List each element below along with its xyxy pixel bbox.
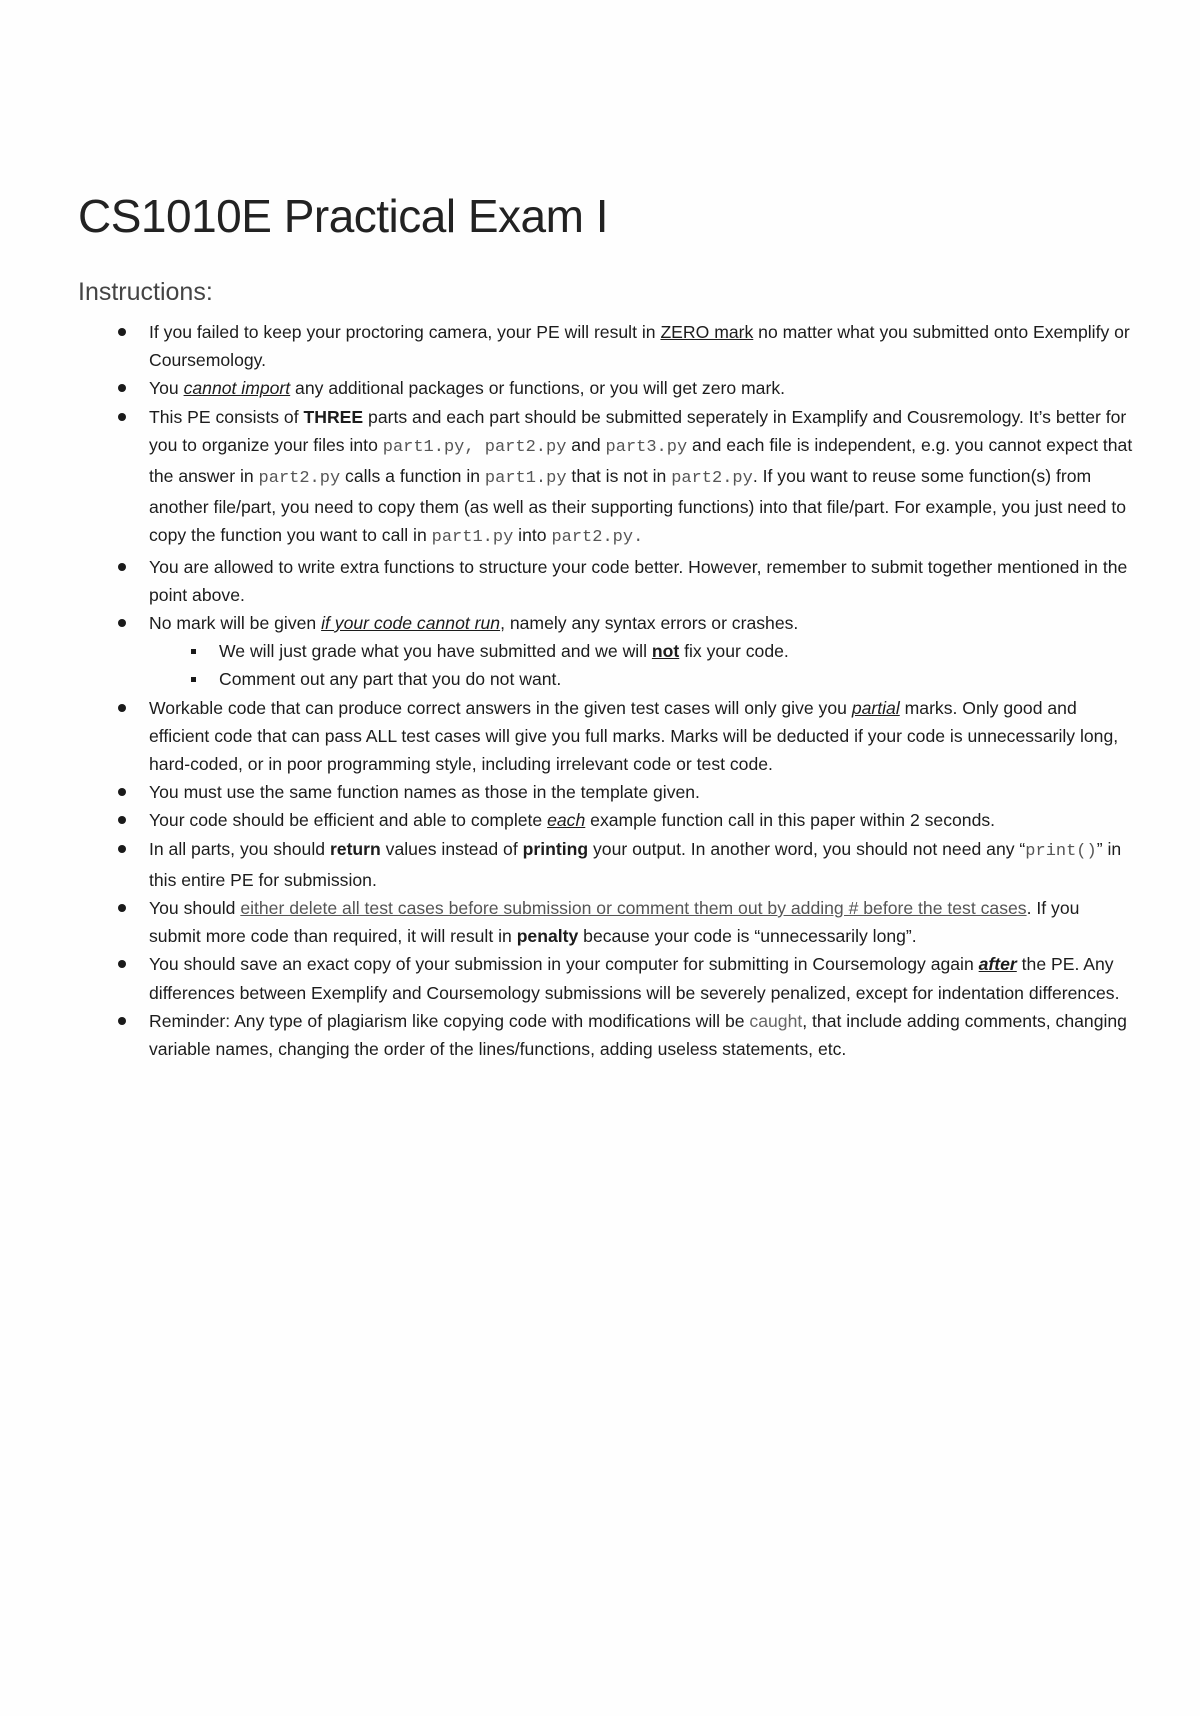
code-filename: part2.py (551, 528, 634, 548)
instruction-text: , that include adding comments, changing variable names, changing the order of the lines/functions, adding useless statements, etc. (149, 1010, 1127, 1060)
instruction-parts (118, 403, 1136, 553)
instruction-text: ” in this entire PE for submission. (149, 838, 1122, 890)
instruction-text: You (149, 378, 184, 399)
code-filename: part2.py (258, 469, 341, 489)
code-filename: part1.py (382, 437, 465, 457)
emphasis-cannot-import: cannot import (183, 378, 291, 399)
instruction-text: your output. In another word, you should not need any “ (588, 838, 1026, 859)
instructions-heading: Instructions: (78, 278, 213, 306)
page-title: CS1010E Practical Exam I (78, 190, 609, 242)
emphasis-delete-test-cases: either delete all test cases before submission or comment them out by adding # before the test cases (240, 898, 1027, 919)
emphasis-after: after (978, 954, 1017, 975)
instruction-text: the PE. Any differences between Exemplify and Coursemology submissions will be severely penalized, except for indentation differences. (149, 954, 1120, 1003)
instruction-text: We will just grade what you have submitted and we will (219, 641, 652, 662)
code-filename: part2.py (484, 437, 567, 457)
instruction-text: Comment out any part that you do not want. (219, 669, 562, 690)
instruction-return (118, 835, 1136, 894)
emphasis-caught: caught (749, 1010, 803, 1031)
instruction-text: This PE consists of (149, 406, 304, 427)
instruction-text: You should save an exact copy of your submission in your computer for submitting in Coursemology again (149, 954, 979, 975)
instruction-sublist (149, 637, 1136, 693)
instruction-text: fix your code. (679, 641, 789, 662)
instruction-text: You should (149, 898, 241, 919)
instruction-no-mark (118, 609, 1136, 694)
instruction-text: any additional packages or functions, or you will get zero mark. (290, 378, 786, 399)
instruction-text: because your code is “unnecessarily long”. (578, 926, 917, 947)
instruction-function-names (118, 778, 1136, 806)
instruction-text: No mark will be given (149, 613, 322, 634)
instruction-text: parts and each part should be submitted seperately in Examplify and Cousremology. It’s better for you to organize your files into (149, 406, 1127, 455)
instruction-text: that is not in (566, 466, 672, 487)
emphasis-cannot-run: if your code cannot run (321, 613, 501, 634)
instructions-list (118, 318, 1136, 1063)
instruction-workable-code (118, 694, 1136, 779)
emphasis-three: THREE (303, 406, 364, 427)
code-filename: part1.py (484, 469, 567, 489)
emphasis-each: each (547, 810, 586, 831)
emphasis-printing: printing (522, 838, 589, 859)
instruction-text: no matter what you submitted onto Exemplify or Coursemology. (149, 322, 1130, 371)
instruction-camera (118, 318, 1136, 374)
instruction-test-cases (118, 894, 1136, 950)
emphasis-not: not (651, 641, 680, 662)
instruction-text: You are allowed to write extra functions to structure your code better. However, remember to submit together mentioned in the point above. (149, 556, 1128, 605)
instruction-text: and each file is independent, e.g. you cannot expect that the answer in (149, 434, 1133, 487)
instruction-text: . If you submit more code than required, it will result in (149, 898, 1080, 947)
instruction-extra-functions (118, 553, 1136, 609)
code-period: . (633, 528, 644, 548)
instruction-text: , namely any syntax errors or crashes. (500, 613, 799, 634)
instruction-import (118, 374, 1136, 402)
instruction-text: into (513, 525, 552, 546)
instruction-text: values instead of (380, 838, 523, 859)
instruction-efficiency (118, 806, 1136, 834)
code-filename: part1.py (431, 528, 514, 548)
instruction-save-copy (118, 950, 1136, 1006)
instruction-text: In all parts, you should (149, 838, 330, 859)
emphasis-partial: partial (851, 697, 900, 718)
sub-instruction-grade (149, 637, 1136, 665)
code-filename: part2.py (671, 469, 753, 489)
instruction-text: Reminder: Any type of plagiarism like copying code with modifications will be (149, 1010, 750, 1031)
instruction-text: If you failed to keep your proctoring camera, your PE will result in (149, 322, 661, 342)
instruction-plagiarism (118, 1007, 1136, 1063)
instruction-text: Your code should be efficient and able to complete (149, 810, 548, 831)
instruction-text: Workable code that can produce correct answers in the given test cases will only give you (149, 697, 852, 718)
instruction-text: You must use the same function names as those in the template given. (149, 782, 700, 803)
emphasis-penalty: penalty (516, 926, 579, 947)
instruction-text: marks. Only good and efficient code that can pass ALL test cases will give you full marks. Marks will be deducted if your code is unnecessarily long, hard-coded, or in poor programming style, including irrelevant code or test code. (149, 697, 1119, 775)
instruction-text: . If you want to reuse some function(s) from another file/part, you need to copy them (as well as their supporting functions) into that file/part. For example, you just need to copy the function you want to call in (149, 466, 1126, 546)
sub-instruction-comment (149, 665, 1136, 693)
emphasis-zero-mark: ZERO mark (660, 322, 754, 342)
instruction-text: and (566, 434, 606, 455)
emphasis-return: return (329, 838, 381, 859)
code-separator: , (464, 437, 485, 457)
code-filename: part3.py (605, 437, 688, 457)
code-print: print() (1025, 841, 1097, 861)
instruction-text: calls a function in (340, 466, 485, 487)
instruction-text: example function call in this paper within 2 seconds. (585, 810, 996, 831)
